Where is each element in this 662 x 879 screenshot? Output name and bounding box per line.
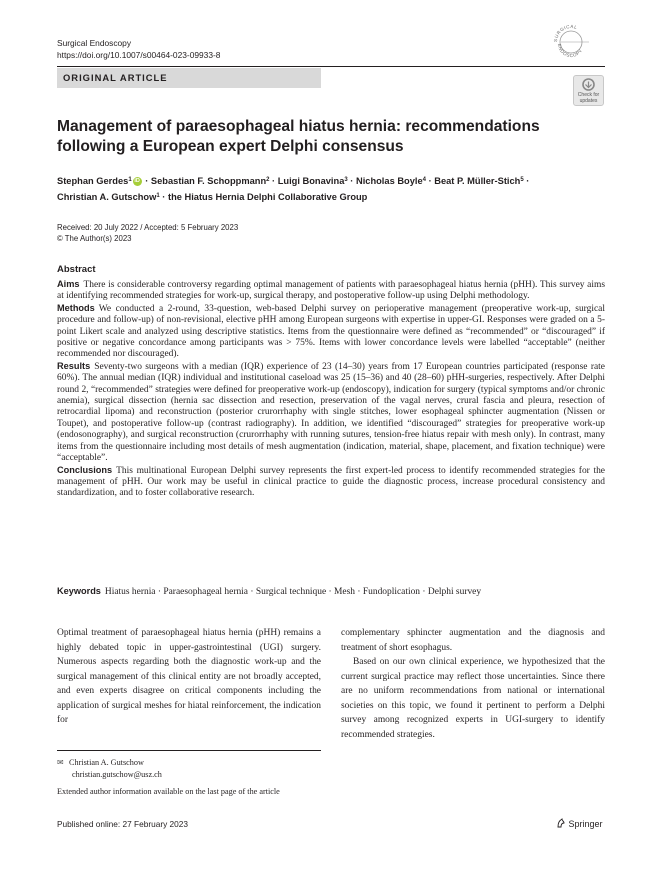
journal-name: Surgical Endoscopy xyxy=(57,38,132,48)
author-affiliation-number: 1 xyxy=(128,177,132,183)
springer-horse-icon xyxy=(556,818,566,828)
svg-text:SURGICAL: SURGICAL xyxy=(552,23,579,43)
author-name[interactable]: the Hiatus Hernia Delphi Collaborative Group xyxy=(167,191,368,202)
author-name[interactable]: Nicholas Boyle xyxy=(355,176,423,186)
header-rule xyxy=(57,66,605,67)
conclusions-label: Conclusions xyxy=(57,464,113,475)
author-list xyxy=(57,174,577,205)
methods-text: We conducted a 2-round, 33-question, web-based Delphi survey on perioperative management (preoperative work-up, surgical procedure and follow-up) of non-revisional, elective pHH among European surgeons with expertise in upper-GI. Responses were graded on a 5-point Likert scale and analyzed using descriptive statistics. Items from the questionnaire were defined as “recommended” or “discouraged” if positive or negative concordance among participants was > 75%. Items with lower concordance levels were labelled “acceptable” (neither recommended nor discouraged). xyxy=(57,303,605,360)
doi-link[interactable]: https://doi.org/10.1007/s00464-023-09933-8 xyxy=(57,50,221,60)
body-column-right xyxy=(341,626,605,742)
corresponding-author-email[interactable]: christian.gutschow@usz.ch xyxy=(72,769,162,779)
author-separator: · xyxy=(425,176,435,186)
abstract-methods xyxy=(57,303,605,361)
abstract-conclusions xyxy=(57,465,605,500)
keywords-text: Hiatus hernia · Paraesophageal hernia · Surgical technique · Mesh · Fundoplication · Delphi survey xyxy=(104,587,482,597)
author-name[interactable]: Sebastian F. Schoppmann xyxy=(150,176,267,186)
aims-text: There is considerable controversy regarding optimal management of patients with paraesophageal hiatus hernia (pHH). This survey aims at identifying recommended strategies for work-up, surgical therapy, and postoperative follow-up using Delphi methodology. xyxy=(57,280,605,302)
corresponding-author xyxy=(57,757,337,780)
keywords-section xyxy=(57,585,605,598)
check-updates-icon xyxy=(582,78,595,91)
article-type-banner: ORIGINAL ARTICLE xyxy=(57,68,321,88)
results-label: Results xyxy=(57,360,91,371)
published-online-date: Published online: 27 February 2023 xyxy=(57,819,188,829)
orcid-icon[interactable]: iD xyxy=(134,178,140,185)
body-paragraph: complementary sphincter augmentation and the diagnosis and treatment of short esophagus. xyxy=(341,628,605,653)
journal-logo xyxy=(551,22,591,62)
article-title: Management of paraesophageal hiatus hernia: recommendations following a European expert Delphi consensus xyxy=(57,118,540,155)
footnote-rule xyxy=(57,750,321,751)
body-column-left xyxy=(57,626,321,728)
copyright-line: © The Author(s) 2023 xyxy=(57,234,132,243)
author-name[interactable]: Stephan Gerdes xyxy=(57,176,129,186)
extended-author-info: Extended author information available on the last page of the article xyxy=(57,787,280,796)
author-separator: · xyxy=(347,176,356,186)
keywords-label: Keywords xyxy=(57,586,101,596)
author-affiliation-number: 4 xyxy=(422,177,426,183)
author-affiliation-number: 1 xyxy=(156,192,160,199)
check-for-updates-badge[interactable] xyxy=(573,75,604,106)
author-separator: · xyxy=(159,191,168,202)
abstract-aims xyxy=(57,279,605,303)
author-separator: · xyxy=(142,176,151,186)
author-affiliation-number: 3 xyxy=(344,177,348,183)
aims-label: Aims xyxy=(57,279,80,289)
publisher-mark xyxy=(556,818,603,830)
body-paragraph: Optimal treatment of paraesophageal hiatus hernia (pHH) remains a highly debated topic in upper-gastrointestinal (UGI) surgery. Numerous aspects regarding both the diagnostic work-up and the surgical management of this clinical entity are not broadly accepted, and even experts disagree on critical components including the application of surgical meshes for hiatal reinforcement, the indication for xyxy=(57,628,321,725)
svg-text:ENDOSCOPY: ENDOSCOPY xyxy=(556,43,584,59)
author-name[interactable]: Beat P. Müller-Stich xyxy=(434,176,521,186)
received-accepted-dates: Received: 20 July 2022 / Accepted: 5 February 2023 xyxy=(57,223,239,232)
envelope-icon: ✉ xyxy=(57,758,64,767)
article-dates xyxy=(57,222,238,244)
abstract-results xyxy=(57,361,605,465)
corresponding-author-name: Christian A. Gutschow xyxy=(69,758,144,767)
author-name[interactable]: Christian A. Gutschow xyxy=(57,191,157,202)
publisher-name: Springer xyxy=(568,819,603,829)
abstract-heading: Abstract xyxy=(57,264,96,275)
author-separator: · xyxy=(269,176,278,186)
abstract-section xyxy=(57,264,605,500)
results-text: Seventy-two surgeons with a median (IQR) experience of 23 (14–30) years from 17 European countries participated (response rate 60%). The annual median (IQR) individual and institutional caseload was 25 (15–36) and 40 (28–60) pHH-surgeries, respectively. After Delphi round 2, “recommended” strategies were defined for preoperative work-up (endoscopy), indication for surgery (typical symptoms and/or chronic anemia), surgical dissection (hernia sac dissection and resection, preservation of the vagal nerves, crural fascia and pleura, resection of retrocardial lipoma) and reconstruction (posterior crurorrhaphy with single stitches, lower esophageal sphincter augmentation (Nissen or Toupet), and postoperative follow-up (contrast radiography). In addition, we identified “discouraged” strategies for preoperative work-up (endosonography), and surgical reconstruction (crurorrhaphy with running sutures, tension-free hiatus repair with mesh only). In contrast, many items from the questionnaire including most details of mesh augmentation (indication, material, shape, placement, and fixation technique) were “acceptable”. xyxy=(57,361,605,464)
body-paragraph: Based on our own clinical experience, we hypothesized that the current surgical practice may reflect those uncertainties. Since there are no uniform recommendations from national or international societies on this topic, we found it pertinent to perform a Delphi survey among recognized experts in UGI-surgery to identify recommended strategies. xyxy=(341,657,605,740)
methods-label: Methods xyxy=(57,302,95,313)
author-affiliation-number: 2 xyxy=(266,177,270,183)
check-updates-label: Check for updates xyxy=(577,92,600,104)
conclusions-text: This multinational European Delphi survey represents the first expert-led process to identify recommended strategies for the management of pHH. Our work may be useful in clinical practice to guide the diagnostic process, increase procedural consistency and standardization, and to foster collaborative research. xyxy=(57,465,605,499)
author-affiliation-number: 5 xyxy=(520,177,524,183)
author-name[interactable]: Luigi Bonavina xyxy=(277,176,345,186)
author-separator: · xyxy=(523,176,530,186)
